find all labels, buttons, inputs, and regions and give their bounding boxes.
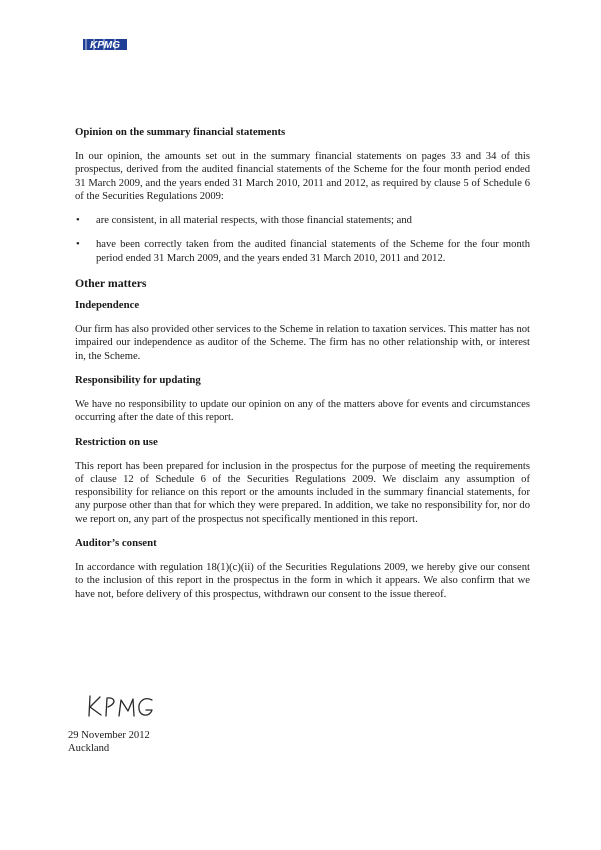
restriction-heading: Restriction on use xyxy=(75,435,158,448)
handwritten-signature xyxy=(86,688,166,722)
independence-heading: Independence xyxy=(75,299,140,312)
opinion-paragraph: In our opinion, the amounts set out in the summary financial statements on pages 33 and 34 of this prospectus, derived from the audited financial statements of the Scheme for the four month period ended 31 March 2009, and the years ended 31 March 2010, 2011 and 2012, as required by clause 5 of Schedule 6 of the Securities Regulations 2009: xyxy=(75,151,530,202)
consent-heading: Auditor’s consent xyxy=(75,537,157,550)
report-date: 29 November 2012 xyxy=(68,730,150,741)
restriction-paragraph: This report has been prepared for inclusion in the prospectus for the purpose of meeting the requirements of clause 12 of Schedule 6 of the Securities Regulations 2009. We disclaim any assumption of responsibility for reliance on this report or the amounts included in the summary financial statements, for any purpose other than that for which they were prepared. In addition, we take no responsibility for, nor do we report on, any part of the prospectus not specifically mentioned in this report. xyxy=(75,460,530,525)
other-matters-heading: Other matters xyxy=(75,276,147,291)
list-item xyxy=(75,214,530,227)
bullet-text: are consistent, in all material respects, with those financial statements; and xyxy=(96,215,412,227)
list-item xyxy=(75,238,530,265)
consent-paragraph: In accordance with regulation 18(1)(c)(ii) of the Securities Regulations 2009, we hereby give our consent to the inclusion of this report in the prospectus in the form in which it appears. We also confirm that we have not, before delivery of this prospectus, withdrawn our consent to the issue thereof. xyxy=(75,562,530,600)
bullet-icon: • xyxy=(76,239,80,251)
opinion-bullet-list xyxy=(75,214,530,265)
updating-heading: Responsibility for updating xyxy=(75,373,201,386)
report-body xyxy=(75,126,530,612)
opinion-heading: Opinion on the summary financial statements xyxy=(75,126,286,138)
independence-paragraph: Our firm has also provided other services to the Scheme in relation to taxation services. This matter has not impaired our independence as auditor of the Scheme. The firm has no other relationship with, or interest in, the Scheme. xyxy=(75,324,530,362)
kpmg-logo xyxy=(83,39,127,50)
updating-paragraph: We have no responsibility to update our opinion on any of the matters above for events and circumstances occurring after the date of this report. xyxy=(75,398,530,424)
bullet-icon: • xyxy=(76,215,80,227)
logo-text: KPMG xyxy=(90,40,120,50)
bullet-text: have been correctly taken from the audited financial statements of the Scheme for the four month period ended 31 March 2009, and the years ended 31 March 2010, 2011 and 2012. xyxy=(96,239,530,264)
report-place: Auckland xyxy=(68,743,110,754)
signoff-block xyxy=(68,729,150,755)
